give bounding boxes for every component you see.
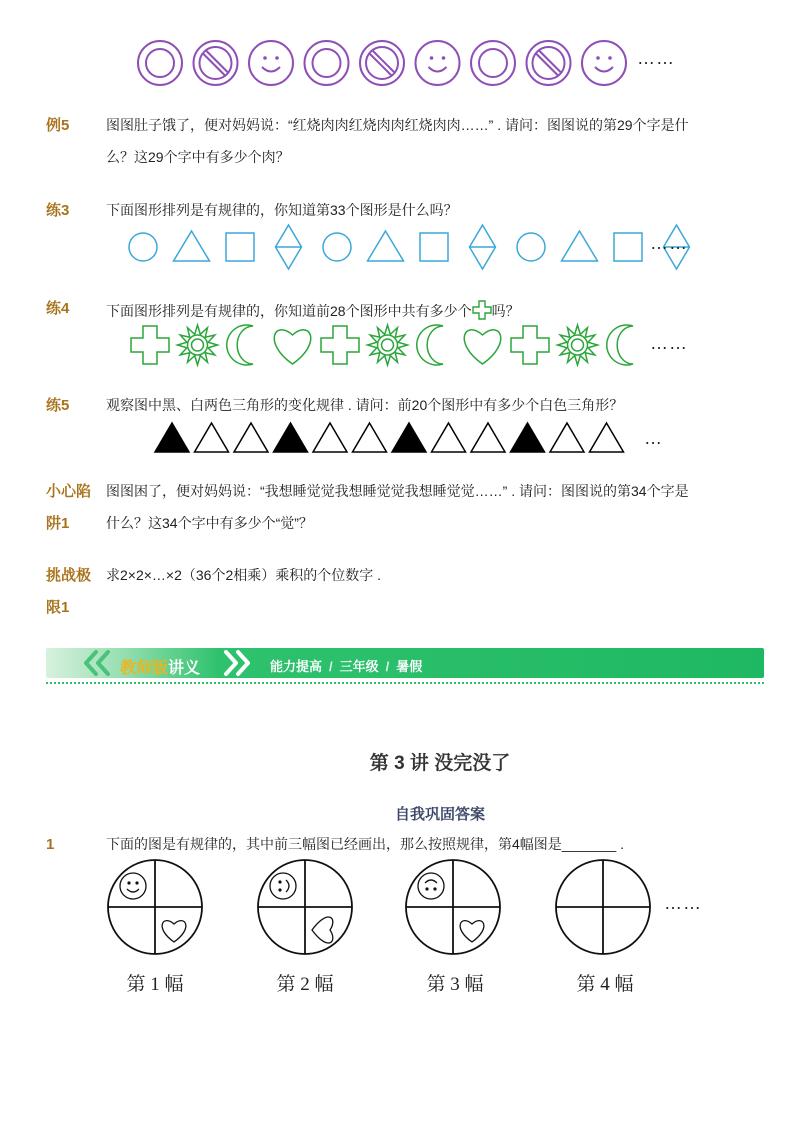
q1-caption-3: 第 3 幅 <box>426 974 484 995</box>
circle-ring-icon <box>138 41 182 85</box>
top-row-continuation: …… <box>637 48 675 68</box>
example5-label: 例5 <box>46 117 70 134</box>
challenge1-label-line2: 限1 <box>46 599 70 616</box>
moon-shape <box>607 325 633 365</box>
practice4-continuation: …… <box>650 333 688 353</box>
banner-title-a: 教师版 <box>120 660 169 677</box>
circle-shape <box>129 233 157 261</box>
q1-continuation: …… <box>664 893 702 913</box>
heart-shape <box>464 330 501 364</box>
double-chevron-left-icon <box>80 650 120 676</box>
diamond-shape <box>470 225 496 269</box>
smiley-icon <box>416 41 460 85</box>
cross-shape <box>321 326 359 364</box>
q1-caption-4: 第 4 幅 <box>576 974 634 995</box>
triangle-shape <box>562 231 598 261</box>
white-triangle <box>432 423 466 452</box>
smiley-icon <box>249 41 293 85</box>
triangle-shape <box>174 231 210 261</box>
trap1-line1: 图图困了，便对妈妈说：“我想睡觉觉我想睡觉觉我想睡觉觉……” . 请问：图图说的第34个字是 <box>106 483 689 499</box>
white-triangle <box>313 423 347 452</box>
no-entry-icon <box>360 41 404 85</box>
square-shape <box>420 233 448 261</box>
moon-shape <box>227 325 253 365</box>
banner-title <box>120 655 200 678</box>
smiley-icon <box>582 41 626 85</box>
crumb-ability: 能力提高 <box>270 659 323 674</box>
practice3-question: 下面图形排列是有规律的，你知道第33个图形是什么吗？ <box>106 202 458 218</box>
square-shape <box>226 233 254 261</box>
banner-title-b: 讲义 <box>168 660 201 677</box>
challenge1-question: 求2×2×…×2（36个2相乘）乘积的个位数字 . <box>106 567 382 583</box>
figure-1 <box>108 860 202 954</box>
practice5-question: 观察图中黑、白两色三角形的变化规律 . 请问：前20个图形中有多少个白色三角形？ <box>106 397 624 413</box>
heart-icon <box>460 921 484 942</box>
answers-title: 自我巩固答案 <box>394 806 485 823</box>
no-entry-icon <box>527 41 571 85</box>
sun-shape <box>368 325 408 365</box>
triangle-shape <box>368 231 404 261</box>
face-icon <box>120 873 146 899</box>
top-pattern-row <box>0 0 800 100</box>
trap1-label-line1: 小心陷 <box>46 483 92 500</box>
breadcrumb <box>270 656 422 675</box>
cross-icon <box>472 300 492 320</box>
figure-4 <box>556 860 650 954</box>
challenge1-label-line1: 挑战极 <box>46 567 92 584</box>
crumb-grade: 三年级 <box>339 659 379 674</box>
black-triangle <box>274 423 308 452</box>
white-triangle <box>550 423 584 452</box>
heart-icon <box>162 921 186 942</box>
q1-number: 1 <box>46 836 55 853</box>
heart-icon <box>312 917 333 943</box>
q1-caption-1: 第 1 幅 <box>126 974 184 995</box>
practice4-question-after: 吗？ <box>491 303 520 319</box>
figure-2 <box>258 860 352 954</box>
crumb-term: 暑假 <box>396 659 423 674</box>
black-triangle <box>511 423 545 452</box>
circle-ring-icon <box>471 41 515 85</box>
sun-shape <box>558 325 598 365</box>
crumb-separator: / <box>329 659 333 674</box>
practice3-continuation: …… <box>650 233 688 253</box>
diamond-shape <box>276 225 302 269</box>
trap1-line2: 什么？这34个字中有多少个“觉”？ <box>106 515 313 531</box>
cross-shape <box>131 326 169 364</box>
figure-3 <box>406 860 500 954</box>
circle-shape <box>323 233 351 261</box>
crumb-separator: / <box>385 659 390 674</box>
sun-shape <box>178 325 218 365</box>
practice4-question-before: 下面图形排列是有规律的，你知道前28个图形中共有多少个 <box>106 303 472 319</box>
practice5-label: 练5 <box>46 397 70 414</box>
circle-shape <box>517 233 545 261</box>
no-entry-icon <box>194 41 238 85</box>
face-icon <box>418 873 444 899</box>
face-icon <box>270 873 296 899</box>
double-chevron-right-icon <box>218 650 258 676</box>
circle-ring-icon <box>305 41 349 85</box>
example5-line1: 图图肚子饿了，便对妈妈说：“红烧肉肉红烧肉肉红烧肉肉……” . 请问：图图说的第29个字是什 <box>106 117 689 133</box>
q1-caption-2: 第 2 幅 <box>276 974 334 995</box>
practice5-triangle-row <box>0 420 800 460</box>
heart-shape <box>274 330 311 364</box>
practice4-label: 练4 <box>46 300 70 317</box>
white-triangle <box>353 423 387 452</box>
black-triangle <box>392 423 426 452</box>
white-triangle <box>234 423 268 452</box>
banner-divider <box>46 682 764 684</box>
black-triangle <box>155 423 189 452</box>
example5-line2: 么？这29个字中有多少个肉？ <box>106 149 290 165</box>
moon-shape <box>417 325 443 365</box>
lecture-title: 第 3 讲 没完没了 <box>369 753 511 774</box>
practice3-label: 练3 <box>46 202 70 219</box>
white-triangle <box>195 423 229 452</box>
trap1-label-line2: 阱1 <box>46 515 70 532</box>
cross-shape <box>511 326 549 364</box>
square-shape <box>614 233 642 261</box>
white-triangle <box>471 423 505 452</box>
practice5-continuation: … <box>644 428 663 448</box>
white-triangle <box>590 423 624 452</box>
q1-question: 下面的图是有规律的，其中前三幅图已经画出，那么按照规律，第4幅图是_______ . <box>106 836 625 852</box>
